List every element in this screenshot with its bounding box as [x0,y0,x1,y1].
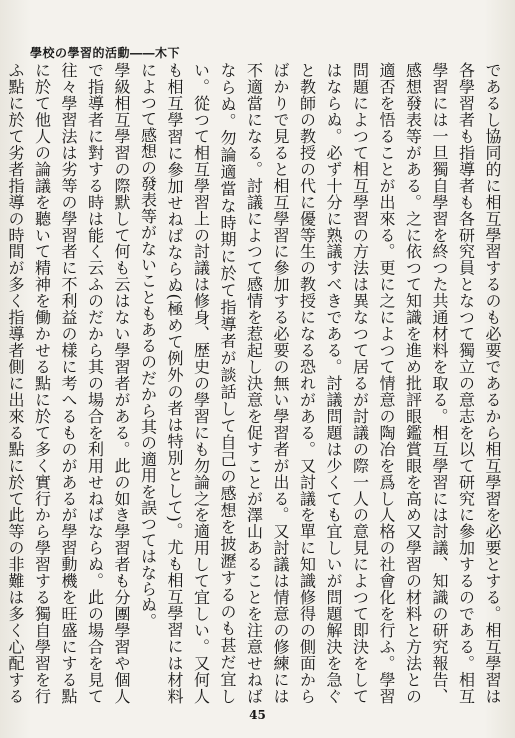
page-number: 45 [249,708,266,722]
vertical-body-text [6,62,505,704]
running-header: 學校の學習的活動――木下 [30,46,181,60]
body-paragraphs: であるし協同的に相互學習するのも必要であるから相互學習を必要とする。相互學習は各學習者も指導者も各研究員となつて獨立の意志を以て研究に參加するのである。相互學習には一旦獨自學習を終つた共通材料を取る。相互學習には討議、知識の研究報告、感想發表等がある。之に依つて知識を進め批評眼鑑賞眼を高め又學習の材料と方法との適否を悟ることが出來る。更に之によつて情意の陶冶を爲し人格の社會化を行ふ。學習問題によつて相互學習の方法は異なつて居るが討議の際一人の意見によつて即決をしてはならぬ。必ず十分に熟議すべきである。討議問題は少くても宜しいが問題解決を急ぐと教師の教授の代に優等生の教授になる恐れがある。又討議を單に知識修得の側面からばかりで見ると相互學習に參加する必要の無い學習者が出る。又討議は情意の修練には不適當になる。討議によつて感情を惹起し決意を促すことが澤山あることを注意せねばならぬ。勿論適當な時期に於て指導者が談話して自己の感想を披瀝するのも甚だ宜しい。從つて相互學習上の討議は修身、歴史の學習にも勿論之を適用して宜しい。又何人も相互學習に參加せねばならぬ(極めて例外の者は特別として)。尤も相互學習には材料によつて感想の發表等がないこともあるのだから其の適用を誤つてはならぬ。 學級相互學習の際默して何も云はない學習者がある。此の如き學習者も分團學習や個人で指導者に對する時は能く云ふのだから其の場合を利用せねばならぬ。此の場合を見て往々學習法は劣等の學習者に不利益の樣に考へるものがあるが學習動機を旺盛にする點に於て他人の論議を聽いて精神を働かせる點に於て多く實行から學習する獨自學習を行ふ點に於て劣者指導の時間が多く指導者側に出來る點に於て此等の非難は多く心配する [6,62,502,704]
